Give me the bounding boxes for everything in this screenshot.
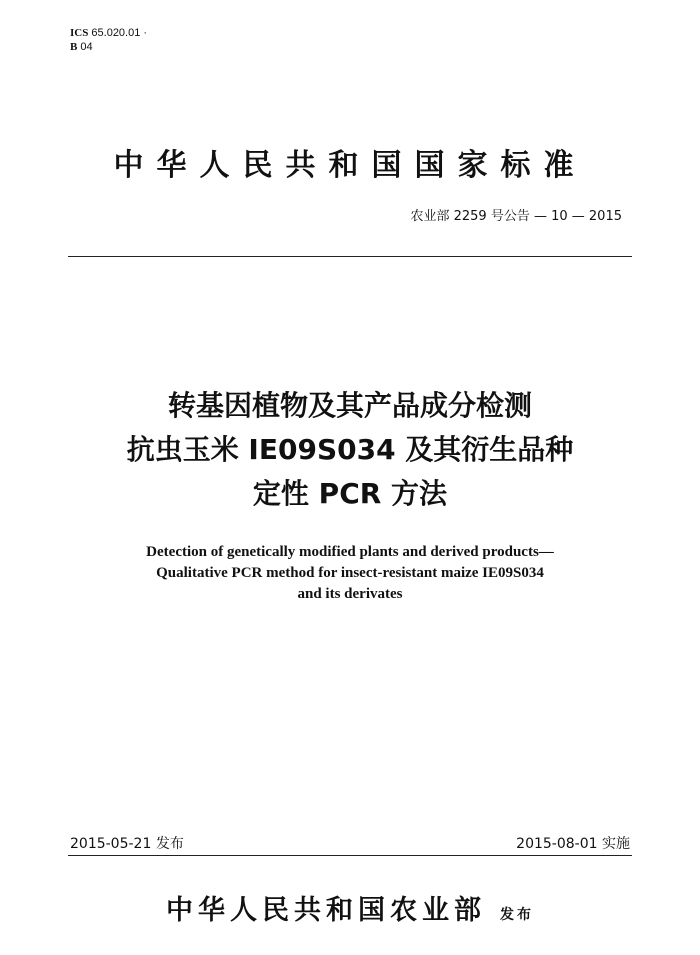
english-title-line-1: Detection of genetically modified plants and derived products— <box>146 544 554 560</box>
standard-type-heading: 中华人民共和国国家标准 <box>113 148 587 183</box>
issue-date: 2015-05-21 <box>70 836 152 852</box>
standard-number: 农业部 2259 号公告 — 10 — 2015 <box>410 209 622 224</box>
top-divider <box>68 256 632 257</box>
chinese-title-line-2: 抗虫玉米 IE09S034 及其衍生品种 <box>126 433 574 466</box>
issue-date-block <box>70 833 184 853</box>
issuer-block <box>0 888 700 927</box>
english-title-line-2: Qualitative PCR method for insect-resistant maize IE09S034 <box>156 565 544 581</box>
english-title-line-3: and its derivates <box>297 586 403 602</box>
chinese-title-line-1: 转基因植物及其产品成分检测 <box>167 389 532 422</box>
classification-codes <box>70 26 147 54</box>
chinese-title-line-3: 定性 PCR 方法 <box>252 477 448 510</box>
implementation-date: 2015-08-01 <box>516 836 598 852</box>
issuer-name: 中华人民共和国农业部 <box>166 895 486 926</box>
class-line <box>70 40 147 54</box>
implementation-date-block <box>516 833 630 853</box>
ics-code: 65.020.01 <box>91 27 141 39</box>
class-code: 04 <box>80 41 93 53</box>
implementation-label: 实施 <box>602 836 630 852</box>
ics-mark: · <box>143 27 148 39</box>
english-title <box>0 542 700 605</box>
class-label: B <box>70 41 78 53</box>
ics-label: ICS <box>70 27 89 39</box>
issue-label: 发布 <box>155 836 184 852</box>
bottom-divider <box>68 855 632 856</box>
chinese-title <box>0 384 700 516</box>
ics-line <box>70 26 147 40</box>
issuer-suffix: 发布 <box>500 907 534 923</box>
